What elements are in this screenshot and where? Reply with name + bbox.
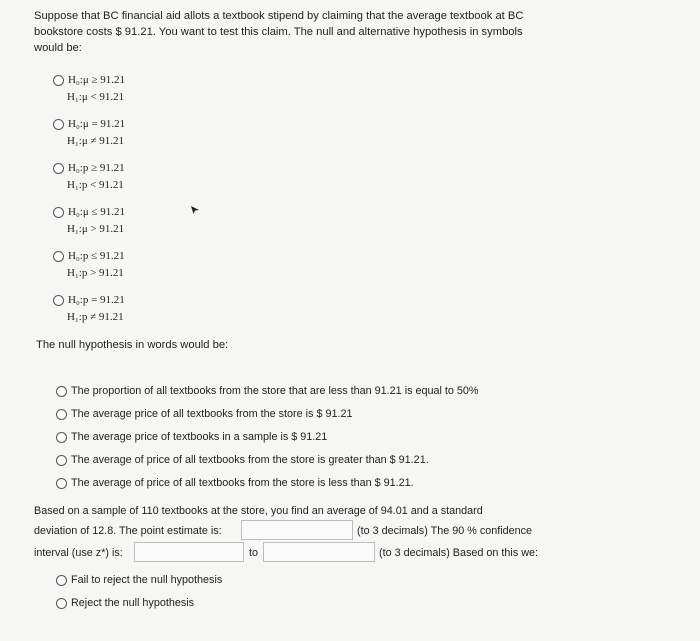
point-estimate-input[interactable] — [241, 520, 353, 540]
radio-button[interactable] — [56, 386, 67, 397]
option-label: The average of price of all textbooks from the store is less than $ 91.21. — [71, 477, 414, 489]
radio-button[interactable] — [56, 575, 67, 586]
radio-button[interactable] — [53, 295, 64, 306]
radio-button[interactable] — [53, 251, 64, 262]
null-words-option-5[interactable] — [56, 477, 414, 489]
question-text: Suppose that BC financial aid allots a textbook stipend by claiming that the average textbook at BC bookstore costs $ 91.21. You want to test this claim. The null and alternative hypothesis in symbols would be: — [34, 10, 524, 54]
decision-option-fail-to-reject[interactable] — [56, 574, 222, 586]
sample-text-line2: deviation of 12.8. The point estimate is: — [34, 525, 222, 537]
ci-lower-input[interactable] — [134, 542, 244, 562]
sample-text-line3: interval (use z*) is: — [34, 547, 123, 559]
h1-text: H₁:p < 91.21 — [67, 179, 124, 191]
hypothesis-option-1[interactable] — [53, 72, 173, 106]
h1-text: H₁:p > 91.21 — [67, 267, 124, 279]
h1-text: H₁:μ ≠ 91.21 — [67, 135, 125, 147]
null-words-option-3[interactable] — [56, 431, 327, 443]
radio-button[interactable] — [56, 455, 67, 466]
hypothesis-option-4[interactable] — [53, 204, 173, 238]
h0-text: H₀:p ≤ 91.21 — [68, 250, 125, 262]
h0-text: H₀:μ ≥ 91.21 — [68, 74, 126, 86]
null-words-option-1[interactable] — [56, 385, 479, 397]
mouse-cursor-icon — [190, 205, 200, 215]
radio-button[interactable] — [53, 163, 64, 174]
h1-text: H₁:p ≠ 91.21 — [67, 311, 124, 323]
h0-text: H₀:p ≥ 91.21 — [68, 162, 125, 174]
option-label: Reject the null hypothesis — [71, 597, 195, 609]
radio-button[interactable] — [53, 119, 64, 130]
sample-text-line1: Based on a sample of 110 textbooks at the store, you find an average of 94.01 and a standard — [34, 505, 483, 517]
option-label: The average of price of all textbooks from the store is greater than $ 91.21. — [71, 454, 429, 466]
radio-button[interactable] — [53, 207, 64, 218]
sample-text-line2-post: (to 3 decimals) The 90 % confidence — [357, 525, 533, 537]
option-label: The average price of textbooks in a sample is $ 91.21 — [71, 431, 328, 443]
hypothesis-option-3[interactable] — [53, 160, 173, 194]
radio-button[interactable] — [56, 432, 67, 443]
h0-text: H₀:μ ≤ 91.21 — [68, 206, 126, 218]
null-words-option-4[interactable] — [56, 454, 429, 466]
radio-button[interactable] — [56, 478, 67, 489]
h1-text: H₁:μ < 91.21 — [67, 91, 125, 103]
h0-text: H₀:p = 91.21 — [68, 294, 125, 306]
to-label: to — [249, 547, 259, 559]
h1-text: H₁:μ > 91.21 — [67, 223, 125, 235]
radio-button[interactable] — [56, 598, 67, 609]
option-label: The average price of all textbooks from the store is $ 91.21 — [71, 408, 353, 420]
hypothesis-option-6[interactable] — [53, 292, 173, 326]
ci-upper-input[interactable] — [263, 542, 375, 562]
option-label: Fail to reject the null hypothesis — [71, 574, 223, 586]
option-label: The proportion of all textbooks from the store that are less than 91.21 is equal to 50% — [71, 385, 479, 397]
null-words-option-2[interactable] — [56, 408, 352, 420]
null-words-label: The null hypothesis in words would be: — [36, 339, 229, 351]
sample-text-line3-post: (to 3 decimals) Based on this we: — [379, 547, 539, 559]
decision-option-reject[interactable] — [56, 597, 194, 609]
h0-text: H₀:μ = 91.21 — [68, 118, 126, 130]
radio-button[interactable] — [53, 75, 64, 86]
hypothesis-option-5[interactable] — [53, 248, 173, 282]
radio-button[interactable] — [56, 409, 67, 420]
hypothesis-option-2[interactable] — [53, 116, 173, 150]
